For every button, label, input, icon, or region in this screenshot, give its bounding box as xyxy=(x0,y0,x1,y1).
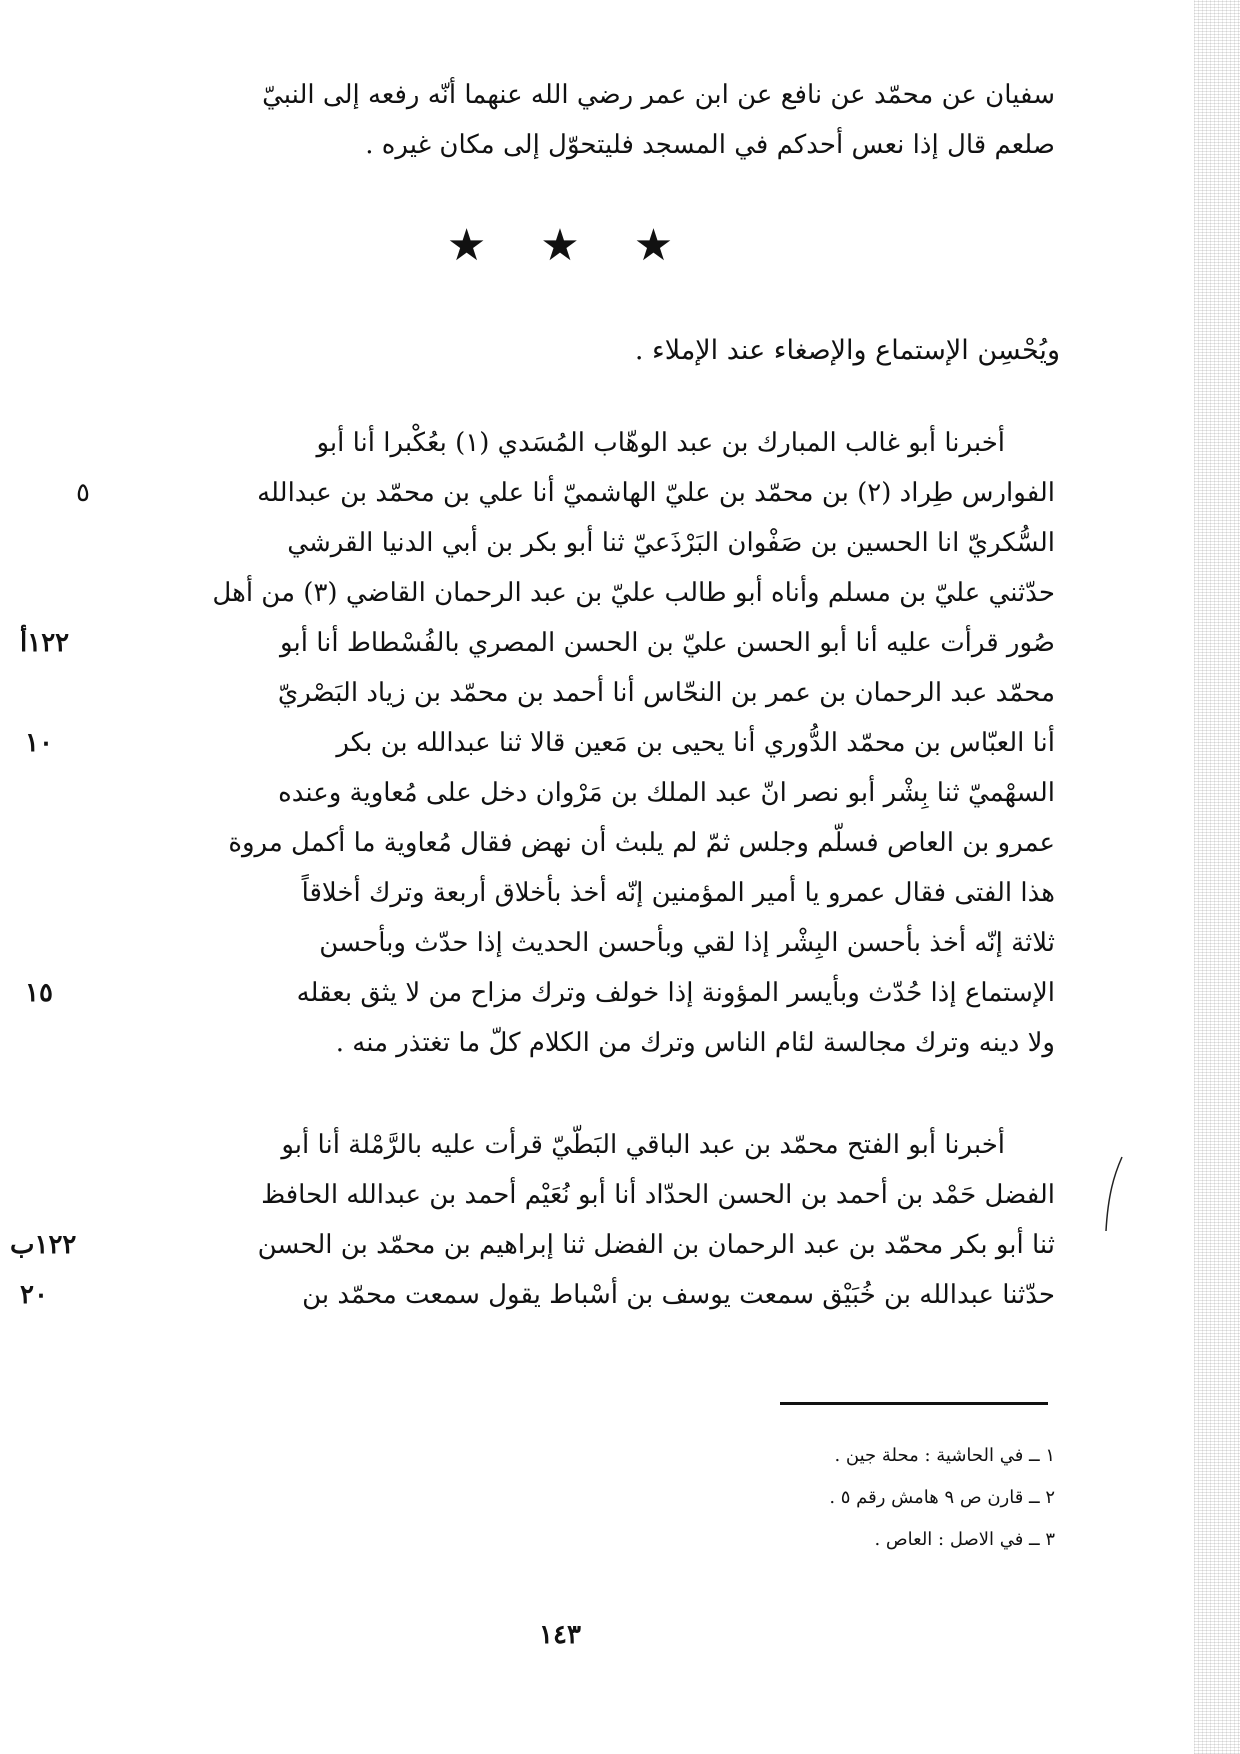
text-line: صُور قرأت عليه أنا أبو الحسن عليّ بن الحسن المصري بالفُسْطاط أنا أبو xyxy=(280,628,1055,658)
text-line: ولا دينه وترك مجالسة لئام الناس وترك من الكلام كلّ ما تغتذر منه . xyxy=(335,1028,1055,1058)
text-line: الفضل حَمْد بن أحمد بن الحسن الحدّاد أنا أبو نُعَيْم أحمد بن عبدالله الحافظ xyxy=(261,1180,1055,1210)
text-line: ثنا أبو بكر محمّد بن عبد الرحمان بن الفضل ثنا إبراهيم بن محمّد بن الحسن xyxy=(257,1230,1055,1260)
footnotes xyxy=(829,1435,1055,1561)
margin-line-numbers-1 xyxy=(40,418,90,518)
margin-line-number: ١٥ xyxy=(25,978,53,1008)
margin-line-number: ٥ xyxy=(76,478,90,508)
footnote: ١ ــ في الحاشية : محلة جين . xyxy=(834,1445,1055,1466)
text-line: محمّد عبد الرحمان بن عمر بن النحّاس أنا أحمد بن محمّد بن زياد البَصْريّ xyxy=(277,678,1055,708)
text-line: ثلاثة إنّه أخذ بأحسن البِشْر إذا لقي وبأحسن الحديث إذا حدّث وبأحسن xyxy=(319,928,1055,958)
footnote: ٢ ــ قارن ص ٩ هامش رقم ٥ . xyxy=(829,1487,1055,1508)
folio-marker: ١٢٢أ xyxy=(20,628,70,658)
text-line: أنا العبّاس بن محمّد الدُّوري أنا يحيى بن مَعين قالا ثنا عبدالله بن بكر xyxy=(336,728,1055,758)
footnote: ٣ ــ في الاصل : العاص . xyxy=(874,1529,1055,1550)
margin-line-number: ٢٠ xyxy=(20,1280,48,1310)
text-line: السُّكريّ انا الحسين بن صَفْوان البَرْذَعيّ ثنا أبو بكر بن أبي الدنيا القرشي xyxy=(287,528,1055,558)
text-line: عمرو بن العاص فسلّم وجلس ثمّ لم يلبث أن نهض فقال مُعاوية ما أكمل مروة xyxy=(228,828,1055,858)
text-line: أخبرنا أبو الفتح محمّد بن عبد الباقي البَطّيّ قرأت عليه بالرَّمْلة أنا أبو xyxy=(281,1130,1005,1160)
scan-edge-artifact xyxy=(1194,0,1240,1754)
text-line: حدّثني عليّ بن مسلم وأناه أبو طالب عليّ بن عبد الرحمان القاضي (٣) من أهل xyxy=(212,578,1055,608)
section-separator-stars: ★ ★ ★ xyxy=(446,220,694,271)
footnote-rule xyxy=(780,1402,1048,1405)
text-line: سفيان عن محمّد عن نافع عن ابن عمر رضي الله عنهما أنّه رفعه إلى النبيّ xyxy=(262,80,1055,110)
text-line: الإستماع إذا حُدّث وبأيسر المؤونة إذا خولف وترك مزاح من لا يثق بعقله xyxy=(296,978,1055,1008)
page-number: ١٤٣ xyxy=(539,1620,581,1650)
pen-stroke-mark xyxy=(1100,1155,1130,1235)
margin-line-number: ١٠ xyxy=(25,728,53,758)
folio-marker: ١٢٢ب xyxy=(10,1230,77,1260)
paragraph-2 xyxy=(55,1120,1055,1320)
text-line: السهْميّ ثنا بِشْر أبو نصر انّ عبد الملك بن مَرْوان دخل على مُعاوية وعنده xyxy=(278,778,1055,808)
text-line: أخبرنا أبو غالب المبارك بن عبد الوهّاب المُسَدي (١) بعُكْبرا أنا أبو xyxy=(316,428,1005,458)
text-line: هذا الفتى فقال عمرو يا أمير المؤمنين إنّه أخذ بأخلاق أربعة وترك أخلاقاً xyxy=(301,878,1055,908)
intro-paragraph xyxy=(95,70,1055,170)
text-line: صلعم قال إذا نعس أحدكم في المسجد فليتحوّل إلى مكان غيره . xyxy=(365,130,1055,160)
text-line: الفوارس طِراد (٢) بن محمّد بن عليّ الهاشميّ أنا علي بن محمّد بن عبدالله xyxy=(257,478,1055,508)
text-line: حدّثنا عبدالله بن خُبَيْق سمعت يوسف بن أسْباط يقول سمعت محمّد بن xyxy=(302,1280,1055,1310)
paragraph-1 xyxy=(55,418,1055,1068)
section-heading: ويُحْسِن الإستماع والإصغاء عند الإملاء . xyxy=(634,335,1060,366)
